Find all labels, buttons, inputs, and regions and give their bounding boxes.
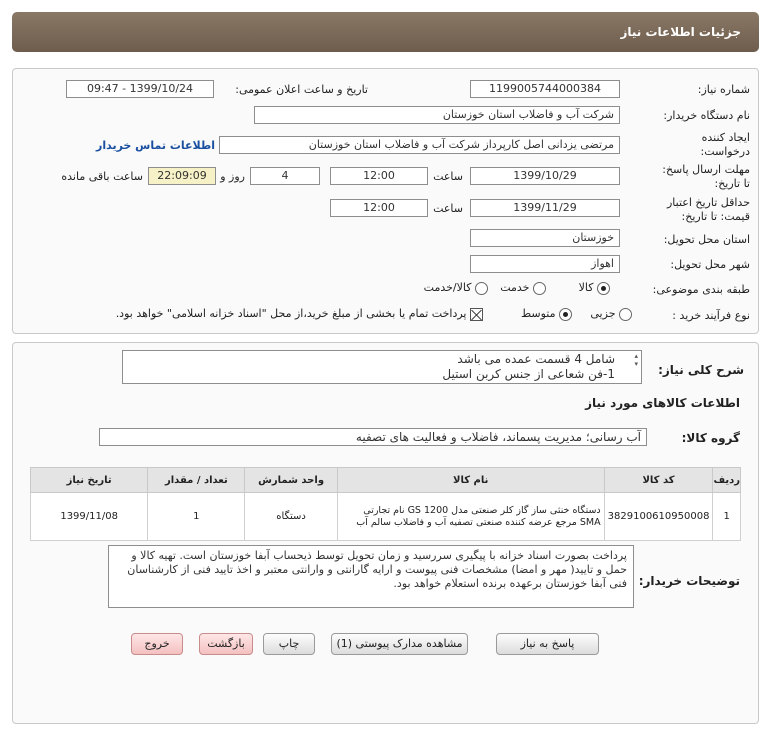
goods-section-title: اطلاعات کالاهای مورد نیاز — [585, 396, 740, 410]
cell-date: 1399/11/08 — [31, 493, 148, 541]
page-title: جزئیات اطلاعات نیاز — [620, 25, 741, 39]
treasury-option[interactable] — [116, 307, 483, 321]
creator-label-2: درخواست: — [700, 145, 750, 158]
category-option-goods-label: کالا — [578, 281, 594, 294]
print-button[interactable]: چاپ — [263, 633, 315, 655]
province-label: استان محل تحویل: — [663, 233, 750, 246]
creator-field: مرتضی یزدانی اصل کارپرداز شرکت آب و فاضلاب استان خوزستان — [219, 136, 620, 154]
category-option-service[interactable] — [500, 281, 546, 295]
deadline-label-2: تا تاریخ: — [714, 177, 750, 190]
reply-button[interactable]: پاسخ به نیاز — [496, 633, 599, 655]
buyer-org-label: نام دستگاه خریدار: — [663, 109, 750, 122]
goods-group-field: آب رسانی؛ مدیریت پسماند، فاضلاب و فعالیت های تصفیه — [99, 428, 647, 446]
validity-label-2: قیمت: تا تاریخ: — [681, 210, 750, 223]
cell-row: 1 — [713, 493, 741, 541]
summary-textarea[interactable] — [122, 350, 642, 384]
cell-name: دستگاه خنثی ساز گاز کلر صنعتی مدل GS 1200 نام تجارتی SMA مرجع عرضه کننده صنعتی تصفیه آب و فاضلاب سالم آب — [337, 493, 604, 541]
deadline-label-1: مهلت ارسال پاسخ: — [662, 163, 750, 176]
attachments-button[interactable]: مشاهده مدارک پیوستی (1) — [331, 633, 468, 655]
category-option-goods-service[interactable] — [424, 281, 488, 295]
radio-goods[interactable] — [597, 282, 610, 295]
goods-group-label: گروه کالا: — [681, 431, 740, 445]
validity-date-field: 1399/11/29 — [470, 199, 620, 217]
cell-qty: 1 — [148, 493, 245, 541]
need-number-label: شماره نیاز: — [697, 83, 750, 96]
cell-code: 3829100610950008 — [604, 493, 713, 541]
col-row: ردیف — [713, 468, 741, 493]
col-unit: واحد شمارش — [245, 468, 337, 493]
table-row — [31, 493, 741, 541]
deadline-time-label: ساعت — [433, 170, 463, 183]
remaining-time-field: 22:09:09 — [148, 167, 216, 185]
process-option-minor-label: جزیی — [590, 307, 616, 320]
radio-minor[interactable] — [619, 308, 632, 321]
page-header — [12, 12, 759, 52]
announce-field: 1399/10/24 - 09:47 — [66, 80, 214, 98]
radio-medium[interactable] — [559, 308, 572, 321]
process-option-medium-label: متوسط — [520, 307, 556, 320]
creator-label-1: ایجاد کننده — [701, 131, 750, 144]
category-option-service-label: خدمت — [500, 281, 530, 294]
category-option-goods-service-label: کالا/خدمت — [423, 281, 472, 294]
remaining-label: ساعت باقی مانده — [61, 170, 143, 183]
exit-button[interactable]: خروج — [131, 633, 183, 655]
validity-time-label: ساعت — [433, 202, 463, 215]
category-option-goods[interactable] — [579, 281, 610, 295]
city-label: شهر محل تحویل: — [670, 258, 750, 271]
back-button[interactable]: بازگشت — [199, 633, 253, 655]
radio-service[interactable] — [533, 282, 546, 295]
buyer-org-field: شرکت آب و فاضلاب استان خوزستان — [254, 106, 620, 124]
process-label: نوع فرآیند خرید : — [672, 309, 750, 322]
treasury-checkbox[interactable] — [470, 308, 483, 321]
category-label: طبقه بندی موضوعی: — [652, 283, 750, 296]
deadline-time-field: 12:00 — [330, 167, 428, 185]
goods-table-header — [31, 468, 741, 493]
summary-line-2: 1-فن شعاعی از جنس کربن استیل — [442, 367, 615, 381]
col-qty: تعداد / مقدار — [148, 468, 245, 493]
buyer-notes-label: توضیحات خریدار: — [638, 574, 740, 588]
deadline-date-field: 1399/10/29 — [470, 167, 620, 185]
col-date: تاریخ نیاز — [31, 468, 148, 493]
treasury-note: پرداخت تمام یا بخشی از مبلغ خرید،از محل "اسناد خزانه اسلامی" خواهد بود. — [115, 307, 467, 320]
radio-goods-service[interactable] — [475, 282, 488, 295]
summary-scroll-arrows[interactable]: ▴ ▾ — [634, 352, 638, 368]
summary-line-1: شامل 4 قسمت عمده می باشد — [457, 352, 615, 366]
process-option-medium[interactable] — [521, 307, 572, 321]
buyer-notes-box: پرداخت بصورت اسناد خزانه با پیگیری سررسید و زمان تحویل توسط ذیحساب آبفا خوزستان است. تهیه کالا و حمل و تایید( مهر و امضا) مشخصات فنی پیوست و ارایه گارانتی و وارانتی معتبر و اخذ تایید فنی از کارشناسان فنی آبفا خوزستان برعهده برنده استعلام خواهد بود. — [108, 545, 634, 608]
validity-time-field: 12:00 — [330, 199, 428, 217]
process-option-minor[interactable] — [590, 307, 632, 321]
announce-label: تاریخ و ساعت اعلان عمومی: — [235, 83, 368, 96]
goods-table — [30, 467, 741, 541]
validity-label-1: حداقل تاریخ اعتبار — [666, 196, 750, 209]
days-label: روز و — [220, 170, 245, 183]
need-number-field: 1199005744000384 — [470, 80, 620, 98]
col-name: نام کالا — [337, 468, 604, 493]
contact-info-link[interactable]: اطلاعات تماس خریدار — [95, 139, 215, 152]
city-field: اهواز — [470, 255, 620, 273]
col-code: کد کالا — [604, 468, 713, 493]
summary-label: شرح کلی نیاز: — [658, 363, 744, 377]
cell-unit: دستگاه — [245, 493, 337, 541]
days-field: 4 — [250, 167, 320, 185]
province-field: خوزستان — [470, 229, 620, 247]
